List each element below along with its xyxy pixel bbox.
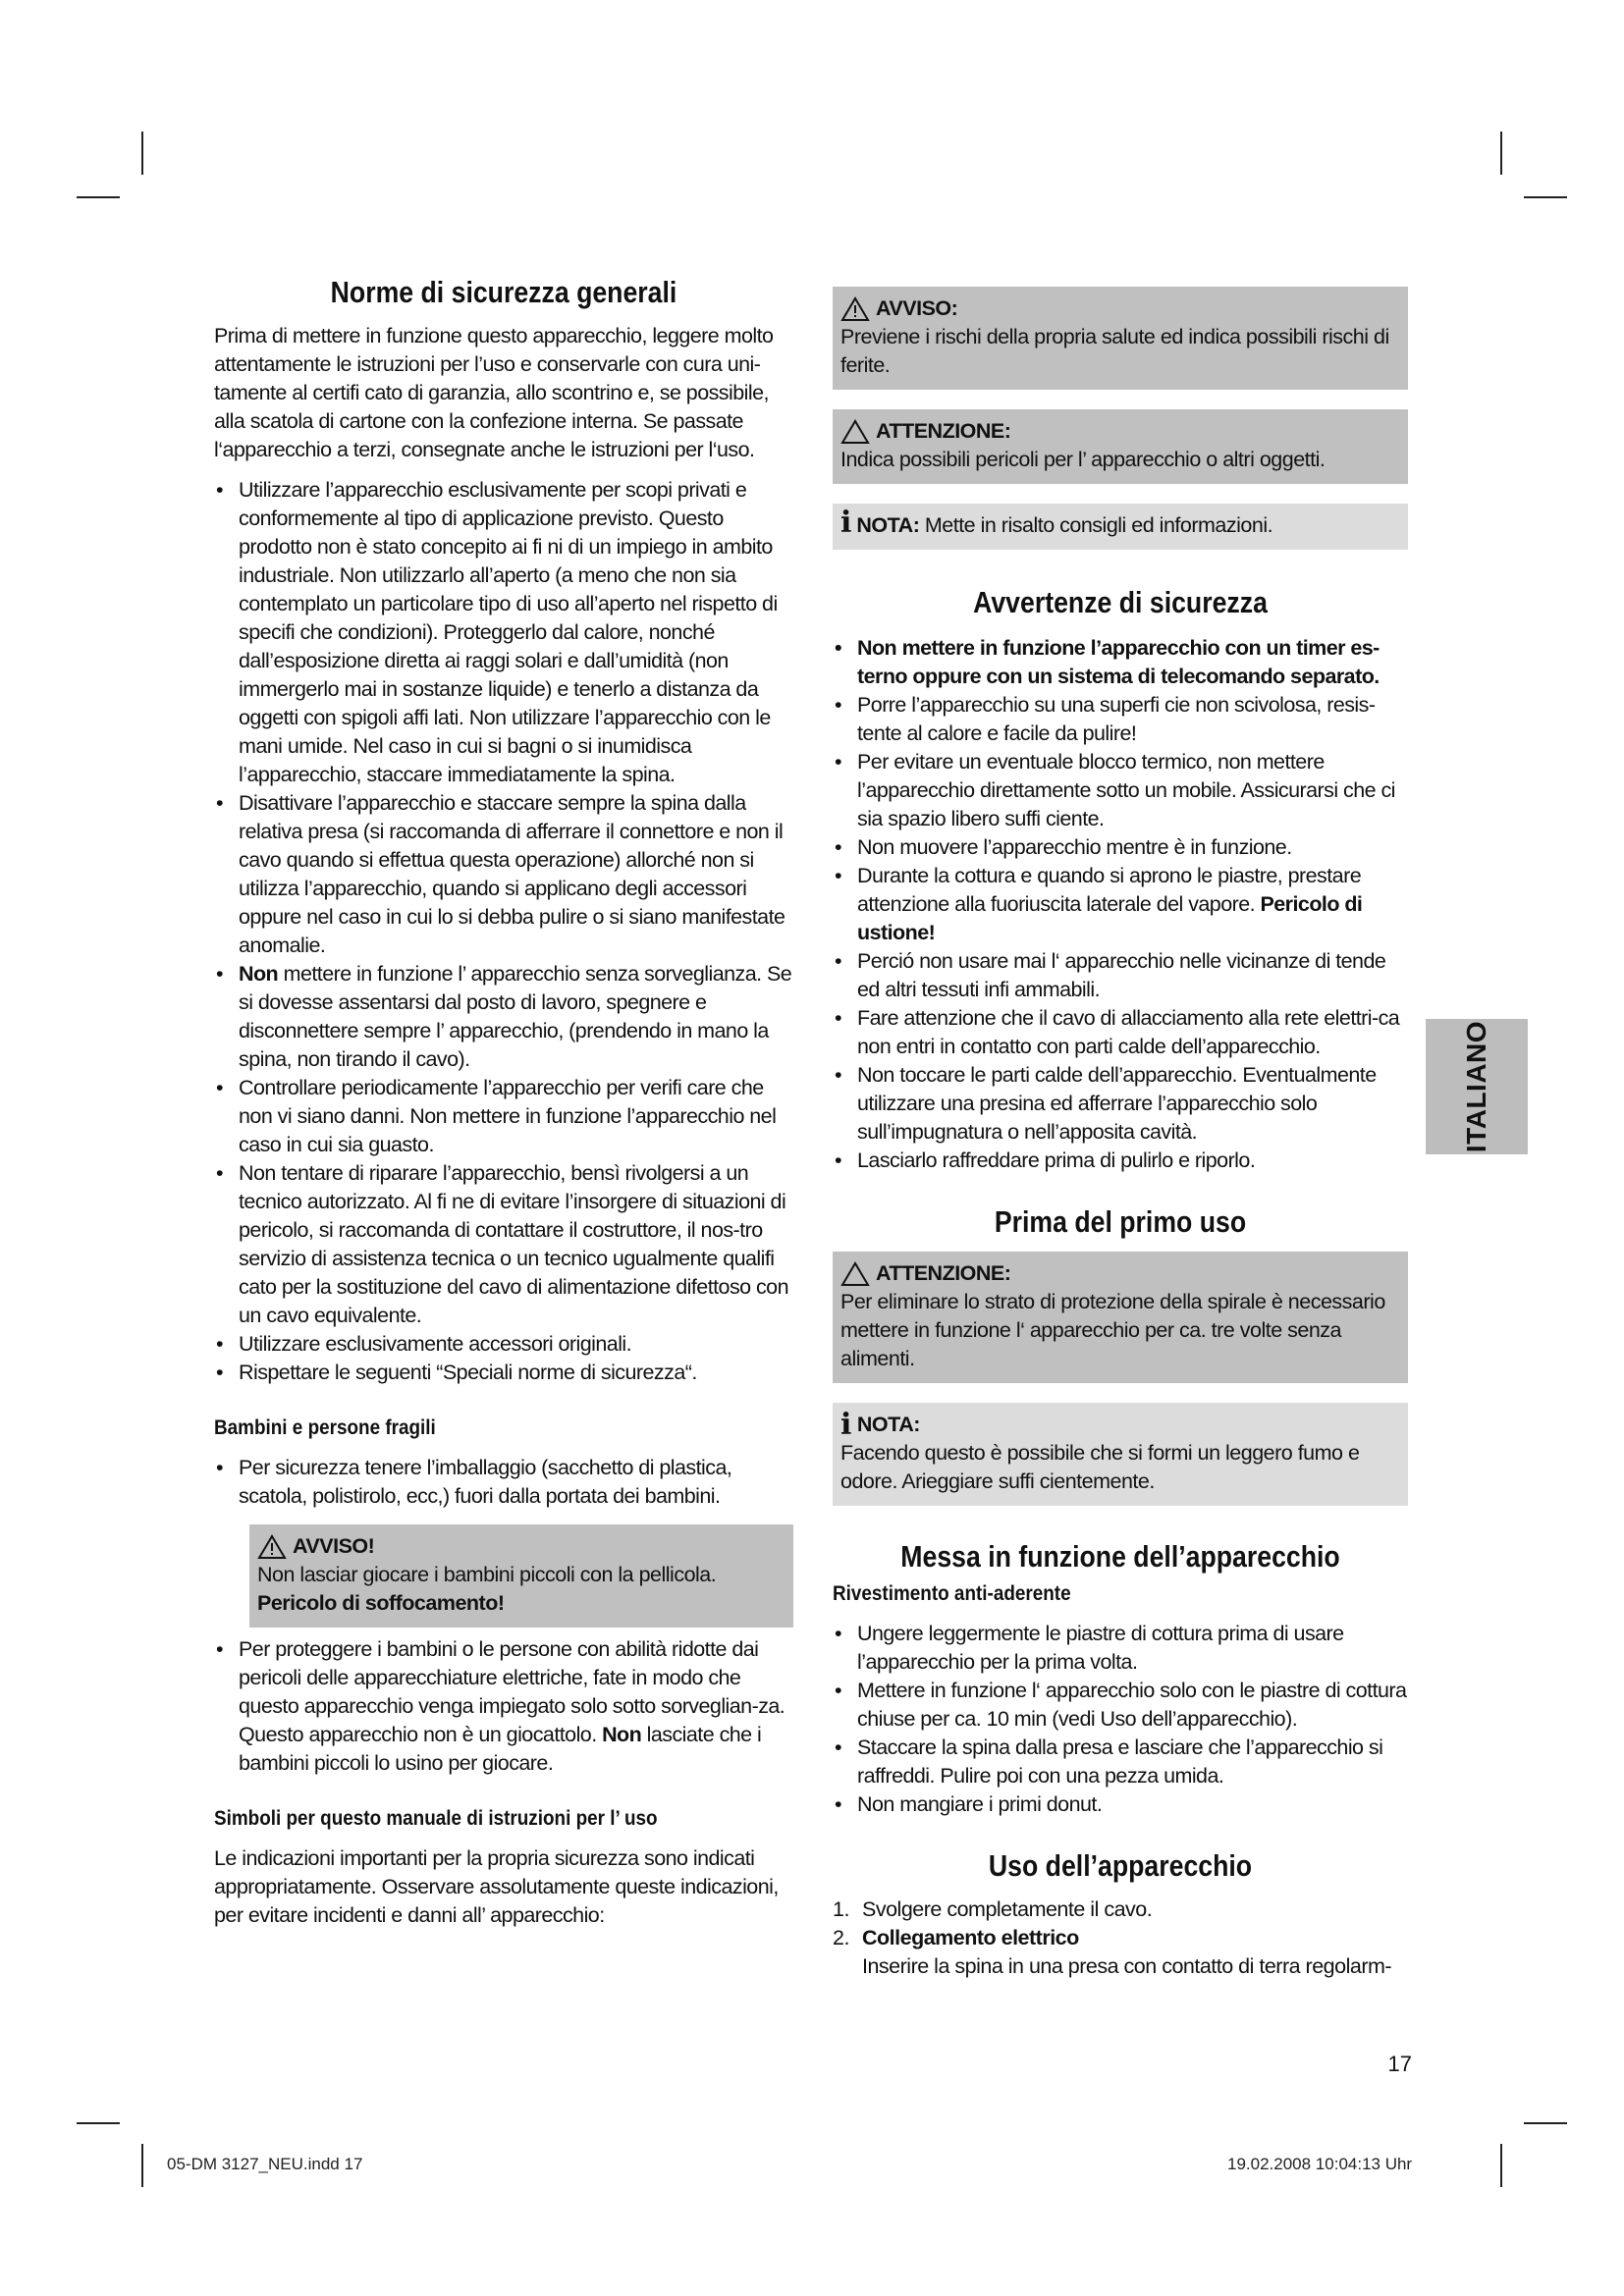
footer-file-name: 05-DM 3127_NEU.indd 17 [167,2155,363,2173]
legend-attenzione-text: Indica possibili pericoli per l’ apparecchio o altri oggetti. [840,448,1326,471]
list-item: • Non mangiare i primi donut. [833,1790,1408,1819]
first-use-attenzione-header [840,1259,1400,1288]
section-title-safety-warnings: Avvertenze di sicurezza [973,585,1268,619]
first-use-nota-header [840,1407,1400,1442]
caution-triangle-icon [840,419,870,445]
legend-avviso-header [840,294,1400,323]
list-item: • Lasciarlo raffreddare prima di pulirlo e riporlo. [833,1147,1408,1175]
list-item-text: Durante la cottura e quando si aprono le piastre, prestare attenzione alla fuoriuscita laterale del vapore. [857,864,1362,916]
list-item [833,1924,1408,1981]
info-icon: i [840,1407,851,1442]
list-item: • Controllare periodicamente l’apparecchio per verifi care che non vi siano danni. Non mettere in funzione l’apparecchio nel caso in cui sia guasto. [214,1074,793,1159]
list-item: • Porre l’apparecchio su una superfi cie non scivolosa, resis-tente al calore e facile da pulire! [833,691,1408,748]
list-item: • Disattivare l’apparecchio e staccare sempre la spina dalla relativa presa (si raccomanda di afferrare il connettore e non il cavo quando si effettua questa operazione) allorché non si utilizza l’apparecchio, quando si applicano degli accessori oppure nel caso in cui lo si debba pulire o si siano manifestate anomalie. [214,789,793,960]
first-use-nota-text: Facendo questo è possibile che si formi un leggero fumo e odore. Arieggiare suffi cientemente. [840,1441,1360,1493]
list-item: • Fare attenzione che il cavo di allacciamento alla rete elettri-ca non entri in contatto con parti calde dell’apparecchio. [833,1004,1408,1061]
crop-mark [1524,196,1567,198]
list-item-text: lasciate che i bambini piccoli lo usino per giocare. [239,1723,762,1775]
legend-nota-box [833,504,1408,550]
subheading-symbols: Simboli per questo manuale di istruzioni per l’ uso [214,1807,658,1830]
caution-triangle-icon [840,1261,870,1287]
page-number: 17 [1387,2052,1412,2076]
section-title-first-use: Prima del primo uso [994,1204,1247,1239]
list-item [214,1635,793,1778]
legend-avviso-text: Previene i rischi della propria salute ed indica possibili rischi di ferite. [840,325,1389,377]
list-item: • Perció non usare mai l‘ apparecchio nelle vicinanze di tende ed altri tessuti infi ammabili. [833,947,1408,1004]
step-bold-text: Collegamento elettrico [862,1926,1079,1949]
crop-mark [1524,2122,1567,2124]
legend-nota-title: NOTA: [856,513,920,537]
step-text: Svolgere completamente il cavo. [862,1897,1153,1921]
step-text: Inserire la spina in una presa con contatto di terra regolarm- [862,1954,1392,1978]
crop-mark [77,196,120,198]
first-use-attenzione-title: ATTENZIONE: [876,1261,1011,1285]
list-item: • Rispettare le seguenti “Speciali norme di sicurezza“. [214,1359,793,1387]
section-title-operation: Messa in funzione dell’apparecchio [900,1539,1340,1574]
crop-mark [77,2122,120,2124]
step-number: 1. [833,1897,849,1921]
warning-box-suffocation [249,1524,793,1628]
list-item: • Ungere leggermente le piastre di cottura prima di usare l’apparecchio per la prima volta. [833,1620,1408,1677]
list-item: • Mettere in funzione l‘ apparecchio solo con le piastre di cottura chiuse per ca. 10 min (vedi Uso dell’apparecchio). [833,1677,1408,1734]
use-steps-list [833,1896,1408,1981]
list-item-text: mettere in funzione l’ apparecchio senza sorveglianza. Se si dovesse assentarsi dal posto di lavoro, spegnere e disconnettere sempre l’ apparecchio, (prendendo in mano la spina, non tirando il cavo). [239,962,792,1071]
language-side-tab [1426,1019,1528,1154]
crop-mark [141,132,143,175]
list-item: • Utilizzare esclusivamente accessori originali. [214,1330,793,1359]
bold-text: Pericolo di ustione! [857,892,1363,944]
subheading-children: Bambini e persone fragili [214,1416,436,1439]
left-column [214,275,793,1930]
warning-triangle-icon [840,296,870,322]
intro-paragraph: Prima di mettere in funzione questo apparecchio, leggere molto attentamente le istruzioni per l’uso e conservarle con cura uni-tamente al certifi cato di garanzia, allo scontrino e, se possibile, alla scatola di cartone con la confezione interna. Se passate l‘apparecchio a terzi, consegnate anche le istruzioni per l‘uso. [214,324,774,461]
legend-attenzione-box [833,409,1408,484]
list-item: • Utilizzare l’apparecchio esclusivamente per scopi privati e conformemente al tipo di applicazione previsto. Questo prodotto non è stato concepito ai fi ni di un impiego in ambito industriale. Non utilizzarlo all’aperto (a meno che non sia contemplato un particolare tipo di uso all’aperto nel rispetto di specifi che condizioni). Proteggerlo dal calore, nonché dall’esposizione diretta ai raggi solari e dall’umidità (non immergerlo mai in sostanze liquide) e tenerlo a distanza da oggetti con spigoli affi lati. Non utilizzare l’apparecchio con le mani umide. Nel caso in cui si bagni o si inumidisca l’apparecchio, staccare immediatamente la spina. [214,476,793,789]
warning-bold-text: Pericolo di soffocamento! [257,1591,505,1615]
first-use-attenzione-text: Per eliminare lo strato di protezione della spirale è necessario mettere in funzione l‘ apparecchio per ca. tre volte senza alimenti. [840,1290,1385,1370]
warning-box-header [257,1532,785,1561]
footer-timestamp: 19.02.2008 10:04:13 Uhr [1227,2155,1413,2173]
list-item: • Non tentare di riparare l’apparecchio, bensì rivolgersi a un tecnico autorizzato. Al fi ne di evitare l’insorgere di situazioni di pericolo, si raccomanda di contattare il costruttore, il nos-tro servizio di assistenza tecnica o un tecnico ugualmente qualifi cato per la sostituzione del cavo di alimentazione difettoso con un cavo equivalente. [214,1159,793,1330]
bold-text: Non [602,1723,642,1746]
first-use-attenzione-box [833,1252,1408,1383]
first-use-nota-box [833,1403,1408,1506]
step-number: 2. [833,1926,849,1949]
warning-title: AVVISO! [293,1534,375,1558]
list-item: • Non mettere in funzione l’apparecchio con un timer es-terno oppure con un sistema di telecomando separato. [833,634,1408,691]
info-icon: i [840,506,851,540]
list-item [833,862,1408,947]
warning-triangle-icon [257,1534,287,1560]
warning-text: Non lasciar giocare i bambini piccoli con la pellicola. [257,1563,717,1586]
crop-mark [1500,2144,1502,2187]
list-item: • Per evitare un eventuale blocco termico, non mettere l’apparecchio direttamente sotto un mobile. Assicurarsi che ci sia spazio libero suffi ciente. [833,748,1408,833]
list-item: • Non muovere l’apparecchio mentre è in funzione. [833,833,1408,862]
legend-attenzione-header [840,417,1400,446]
language-label: ITALIANO [1461,1020,1491,1153]
coating-list [833,1620,1408,1819]
legend-attenzione-title: ATTENZIONE: [876,419,1011,443]
list-item: • Per sicurezza tenere l’imballaggio (sacchetto di plastica, scatola, polistirolo, ecc,) fuori dalla portata dei bambini. [214,1454,793,1511]
legend-nota-text: Mette in risalto consigli ed informazioni. [919,513,1273,537]
list-item [833,1896,1408,1924]
list-item-text: Per proteggere i bambini o le persone con abilità ridotte dai pericoli delle apparecchiature elettriche, fate in modo che questo apparecchio venga impiegato solo sotto sorveglian-za. Questo apparecchio non è un giocattolo. [239,1637,785,1746]
children-list [214,1454,793,1511]
right-column [833,287,1408,1981]
symbols-paragraph: Le indicazioni importanti per la propria sicurezza sono indicati appropriatamente. Osservare assolutamente queste indicazioni, per evitare incidenti e danni all’ apparecchio: [214,1846,779,1927]
bold-text: Non [239,962,279,986]
crop-mark [141,2144,143,2187]
general-safety-list [214,476,793,1387]
crop-mark [1500,132,1502,175]
section-title-use: Uso dell’apparecchio [988,1848,1253,1883]
list-item [214,960,793,1074]
children-list-2 [214,1635,793,1778]
section-title-general-safety: Norme di sicurezza generali [330,275,677,309]
list-item: • Staccare la spina dalla presa e lasciare che l’apparecchio si raffreddi. Pulire poi con una pezza umida. [833,1734,1408,1790]
legend-avviso-title: AVVISO: [876,296,958,320]
safety-warnings-list [833,634,1408,1175]
subheading-coating: Rivestimento anti-aderente [833,1582,1071,1605]
legend-avviso-box [833,287,1408,390]
list-item: • Non toccare le parti calde dell’apparecchio. Eventualmente utilizzare una presina ed afferrare l’apparecchio solo sull’impugnatura o nell’apposita cavità. [833,1061,1408,1147]
first-use-nota-title: NOTA: [856,1413,920,1436]
